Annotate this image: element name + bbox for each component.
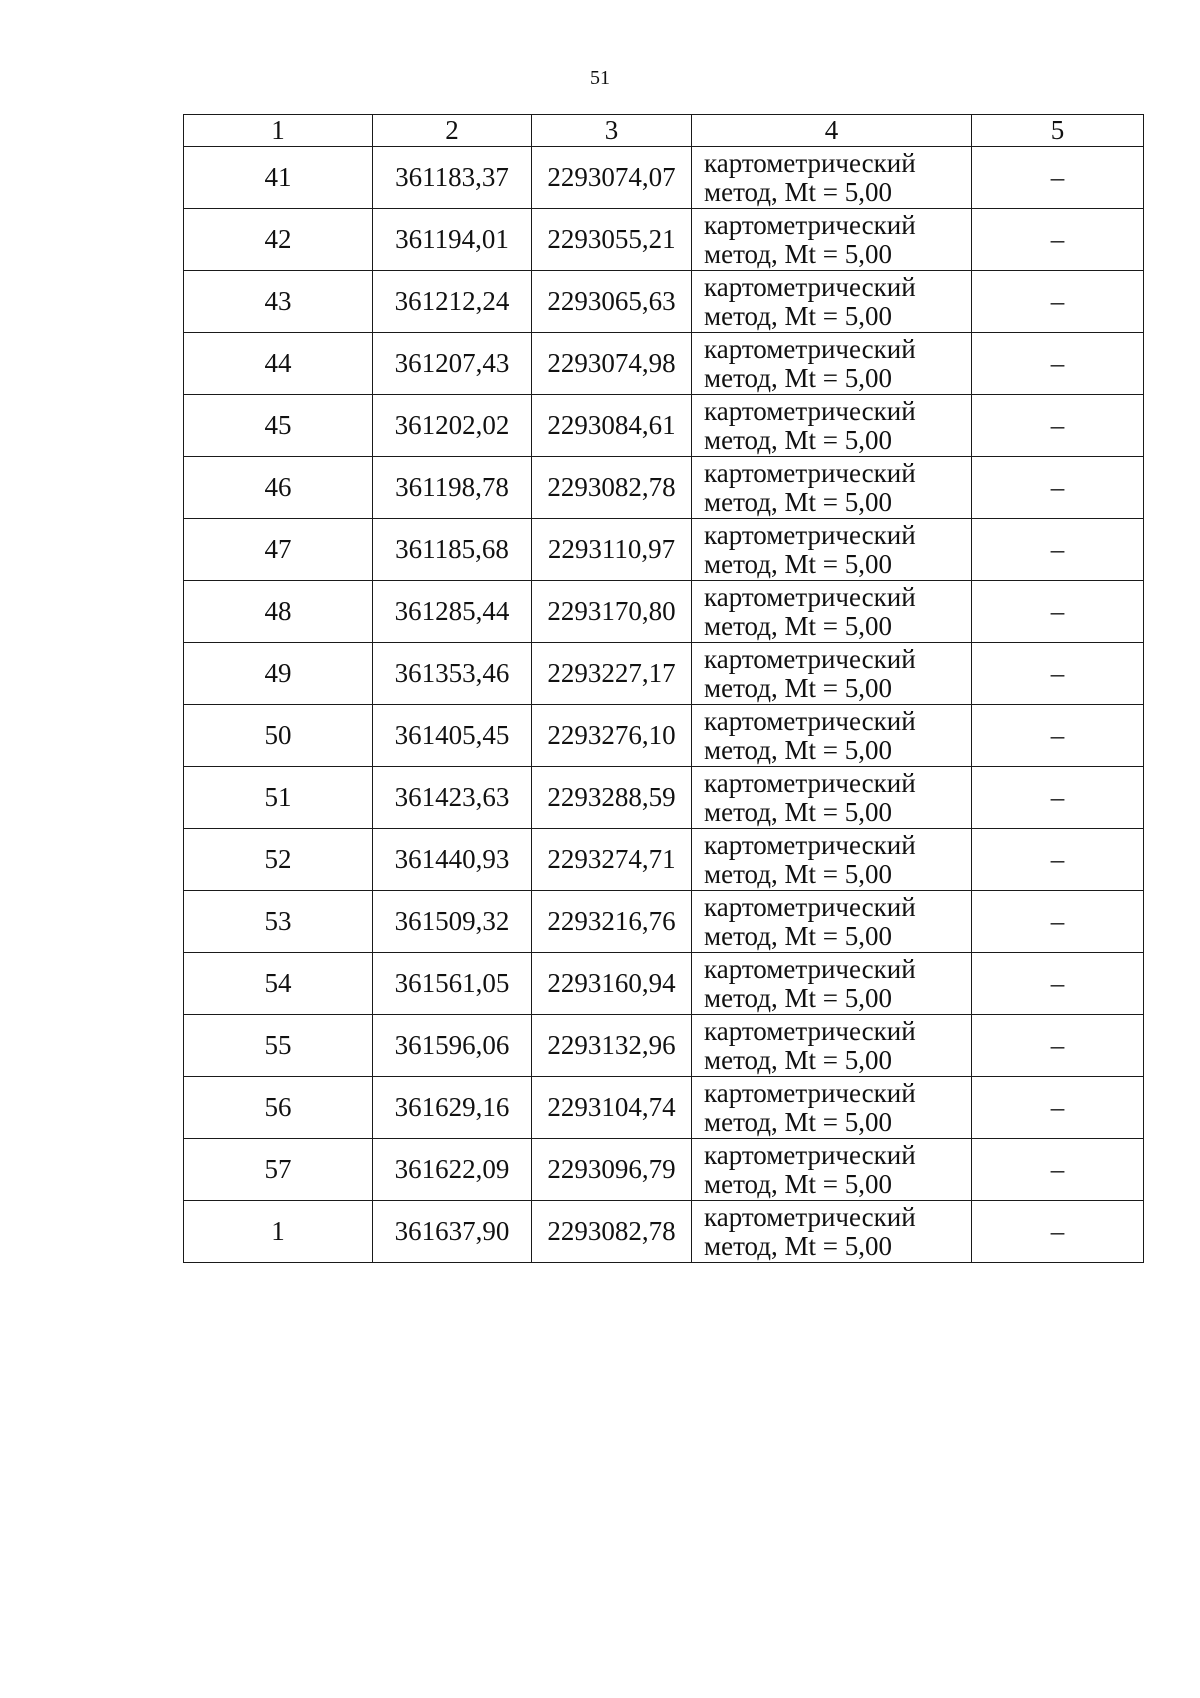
y-coordinate-cell: 2293110,97 bbox=[532, 519, 692, 581]
y-coordinate-cell: 2293227,17 bbox=[532, 643, 692, 705]
method-line-2: метод, Mt = 5,00 bbox=[704, 1044, 892, 1075]
note-cell: – bbox=[972, 147, 1144, 209]
point-number-cell: 52 bbox=[184, 829, 373, 891]
column-header-1: 1 bbox=[184, 115, 373, 147]
method-line-1: картометрический bbox=[704, 1015, 916, 1046]
method-cell bbox=[692, 705, 972, 767]
column-header-5: 5 bbox=[972, 115, 1144, 147]
method-line-2: метод, Mt = 5,00 bbox=[704, 176, 892, 207]
x-coordinate-cell: 361202,02 bbox=[373, 395, 532, 457]
method-line-2: метод, Mt = 5,00 bbox=[704, 238, 892, 269]
column-header-2: 2 bbox=[373, 115, 532, 147]
y-coordinate-cell: 2293074,07 bbox=[532, 147, 692, 209]
point-number-cell: 54 bbox=[184, 953, 373, 1015]
method-line-1: картометрический bbox=[704, 1077, 916, 1108]
y-coordinate-cell: 2293096,79 bbox=[532, 1139, 692, 1201]
table-row bbox=[184, 1015, 1144, 1077]
method-line-1: картометрический bbox=[704, 705, 916, 736]
note-cell: – bbox=[972, 581, 1144, 643]
note-cell: – bbox=[972, 271, 1144, 333]
method-line-2: метод, Mt = 5,00 bbox=[704, 300, 892, 331]
point-number-cell: 45 bbox=[184, 395, 373, 457]
method-line-2: метод, Mt = 5,00 bbox=[704, 796, 892, 827]
x-coordinate-cell: 361561,05 bbox=[373, 953, 532, 1015]
note-cell: – bbox=[972, 705, 1144, 767]
method-cell bbox=[692, 271, 972, 333]
point-number-cell: 1 bbox=[184, 1201, 373, 1263]
method-line-1: картометрический bbox=[704, 829, 916, 860]
y-coordinate-cell: 2293082,78 bbox=[532, 1201, 692, 1263]
x-coordinate-cell: 361212,24 bbox=[373, 271, 532, 333]
method-line-2: метод, Mt = 5,00 bbox=[704, 920, 892, 951]
method-cell bbox=[692, 457, 972, 519]
method-cell bbox=[692, 1201, 972, 1263]
point-number-cell: 47 bbox=[184, 519, 373, 581]
x-coordinate-cell: 361285,44 bbox=[373, 581, 532, 643]
method-cell bbox=[692, 891, 972, 953]
method-cell bbox=[692, 1015, 972, 1077]
note-cell: – bbox=[972, 891, 1144, 953]
method-line-2: метод, Mt = 5,00 bbox=[704, 672, 892, 703]
method-line-1: картометрический bbox=[704, 891, 916, 922]
table-row bbox=[184, 953, 1144, 1015]
method-line-1: картометрический bbox=[704, 643, 916, 674]
method-line-1: картометрический bbox=[704, 271, 916, 302]
y-coordinate-cell: 2293170,80 bbox=[532, 581, 692, 643]
x-coordinate-cell: 361353,46 bbox=[373, 643, 532, 705]
method-line-2: метод, Mt = 5,00 bbox=[704, 362, 892, 393]
method-line-1: картометрический bbox=[704, 395, 916, 426]
method-line-2: метод, Mt = 5,00 bbox=[704, 1230, 892, 1261]
table-row bbox=[184, 767, 1144, 829]
page-number: 51 bbox=[590, 67, 610, 89]
table-row bbox=[184, 829, 1144, 891]
coordinates-table bbox=[183, 114, 1144, 1263]
table-row bbox=[184, 1077, 1144, 1139]
note-cell: – bbox=[972, 829, 1144, 891]
table-row bbox=[184, 333, 1144, 395]
method-cell bbox=[692, 1139, 972, 1201]
table-row bbox=[184, 581, 1144, 643]
method-line-1: картометрический bbox=[704, 581, 916, 612]
method-line-2: метод, Mt = 5,00 bbox=[704, 1106, 892, 1137]
method-cell bbox=[692, 519, 972, 581]
x-coordinate-cell: 361637,90 bbox=[373, 1201, 532, 1263]
note-cell: – bbox=[972, 1015, 1144, 1077]
note-cell: – bbox=[972, 333, 1144, 395]
column-header-3: 3 bbox=[532, 115, 692, 147]
point-number-cell: 56 bbox=[184, 1077, 373, 1139]
x-coordinate-cell: 361198,78 bbox=[373, 457, 532, 519]
point-number-cell: 44 bbox=[184, 333, 373, 395]
x-coordinate-cell: 361423,63 bbox=[373, 767, 532, 829]
table-row bbox=[184, 271, 1144, 333]
y-coordinate-cell: 2293082,78 bbox=[532, 457, 692, 519]
x-coordinate-cell: 361622,09 bbox=[373, 1139, 532, 1201]
table-row bbox=[184, 643, 1144, 705]
method-line-1: картометрический bbox=[704, 209, 916, 240]
method-line-2: метод, Mt = 5,00 bbox=[704, 1168, 892, 1199]
method-line-2: метод, Mt = 5,00 bbox=[704, 858, 892, 889]
note-cell: – bbox=[972, 519, 1144, 581]
method-line-1: картометрический bbox=[704, 1201, 916, 1232]
note-cell: – bbox=[972, 643, 1144, 705]
y-coordinate-cell: 2293216,76 bbox=[532, 891, 692, 953]
method-line-1: картометрический bbox=[704, 457, 916, 488]
note-cell: – bbox=[972, 457, 1144, 519]
note-cell: – bbox=[972, 1139, 1144, 1201]
method-line-1: картометрический bbox=[704, 333, 916, 364]
y-coordinate-cell: 2293104,74 bbox=[532, 1077, 692, 1139]
note-cell: – bbox=[972, 1201, 1144, 1263]
note-cell: – bbox=[972, 767, 1144, 829]
method-cell bbox=[692, 767, 972, 829]
method-cell bbox=[692, 209, 972, 271]
note-cell: – bbox=[972, 209, 1144, 271]
y-coordinate-cell: 2293288,59 bbox=[532, 767, 692, 829]
table-row bbox=[184, 705, 1144, 767]
column-header-4: 4 bbox=[692, 115, 972, 147]
x-coordinate-cell: 361207,43 bbox=[373, 333, 532, 395]
point-number-cell: 43 bbox=[184, 271, 373, 333]
note-cell: – bbox=[972, 395, 1144, 457]
method-line-1: картометрический bbox=[704, 147, 916, 178]
table-body bbox=[184, 147, 1144, 1263]
point-number-cell: 55 bbox=[184, 1015, 373, 1077]
table-header-row bbox=[184, 115, 1144, 147]
y-coordinate-cell: 2293074,98 bbox=[532, 333, 692, 395]
method-cell bbox=[692, 1077, 972, 1139]
table-row bbox=[184, 519, 1144, 581]
y-coordinate-cell: 2293160,94 bbox=[532, 953, 692, 1015]
note-cell: – bbox=[972, 1077, 1144, 1139]
table-row bbox=[184, 1139, 1144, 1201]
x-coordinate-cell: 361629,16 bbox=[373, 1077, 532, 1139]
point-number-cell: 50 bbox=[184, 705, 373, 767]
table-row bbox=[184, 457, 1144, 519]
method-line-2: метод, Mt = 5,00 bbox=[704, 610, 892, 641]
table-row bbox=[184, 891, 1144, 953]
method-cell bbox=[692, 333, 972, 395]
note-cell: – bbox=[972, 953, 1144, 1015]
point-number-cell: 51 bbox=[184, 767, 373, 829]
method-line-2: метод, Mt = 5,00 bbox=[704, 734, 892, 765]
table-row bbox=[184, 209, 1144, 271]
table-row bbox=[184, 395, 1144, 457]
point-number-cell: 53 bbox=[184, 891, 373, 953]
method-cell bbox=[692, 953, 972, 1015]
point-number-cell: 41 bbox=[184, 147, 373, 209]
method-cell bbox=[692, 829, 972, 891]
method-line-1: картометрический bbox=[704, 519, 916, 550]
method-line-2: метод, Mt = 5,00 bbox=[704, 486, 892, 517]
point-number-cell: 42 bbox=[184, 209, 373, 271]
x-coordinate-cell: 361440,93 bbox=[373, 829, 532, 891]
y-coordinate-cell: 2293274,71 bbox=[532, 829, 692, 891]
method-line-2: метод, Mt = 5,00 bbox=[704, 424, 892, 455]
method-line-2: метод, Mt = 5,00 bbox=[704, 548, 892, 579]
y-coordinate-cell: 2293084,61 bbox=[532, 395, 692, 457]
y-coordinate-cell: 2293065,63 bbox=[532, 271, 692, 333]
x-coordinate-cell: 361194,01 bbox=[373, 209, 532, 271]
x-coordinate-cell: 361185,68 bbox=[373, 519, 532, 581]
method-cell bbox=[692, 147, 972, 209]
x-coordinate-cell: 361596,06 bbox=[373, 1015, 532, 1077]
method-line-2: метод, Mt = 5,00 bbox=[704, 982, 892, 1013]
point-number-cell: 57 bbox=[184, 1139, 373, 1201]
method-cell bbox=[692, 643, 972, 705]
method-cell bbox=[692, 395, 972, 457]
y-coordinate-cell: 2293055,21 bbox=[532, 209, 692, 271]
x-coordinate-cell: 361509,32 bbox=[373, 891, 532, 953]
method-line-1: картометрический bbox=[704, 767, 916, 798]
method-cell bbox=[692, 581, 972, 643]
y-coordinate-cell: 2293132,96 bbox=[532, 1015, 692, 1077]
x-coordinate-cell: 361405,45 bbox=[373, 705, 532, 767]
method-line-1: картометрический bbox=[704, 953, 916, 984]
point-number-cell: 49 bbox=[184, 643, 373, 705]
table-row bbox=[184, 1201, 1144, 1263]
method-line-1: картометрический bbox=[704, 1139, 916, 1170]
y-coordinate-cell: 2293276,10 bbox=[532, 705, 692, 767]
point-number-cell: 48 bbox=[184, 581, 373, 643]
x-coordinate-cell: 361183,37 bbox=[373, 147, 532, 209]
table-row bbox=[184, 147, 1144, 209]
point-number-cell: 46 bbox=[184, 457, 373, 519]
